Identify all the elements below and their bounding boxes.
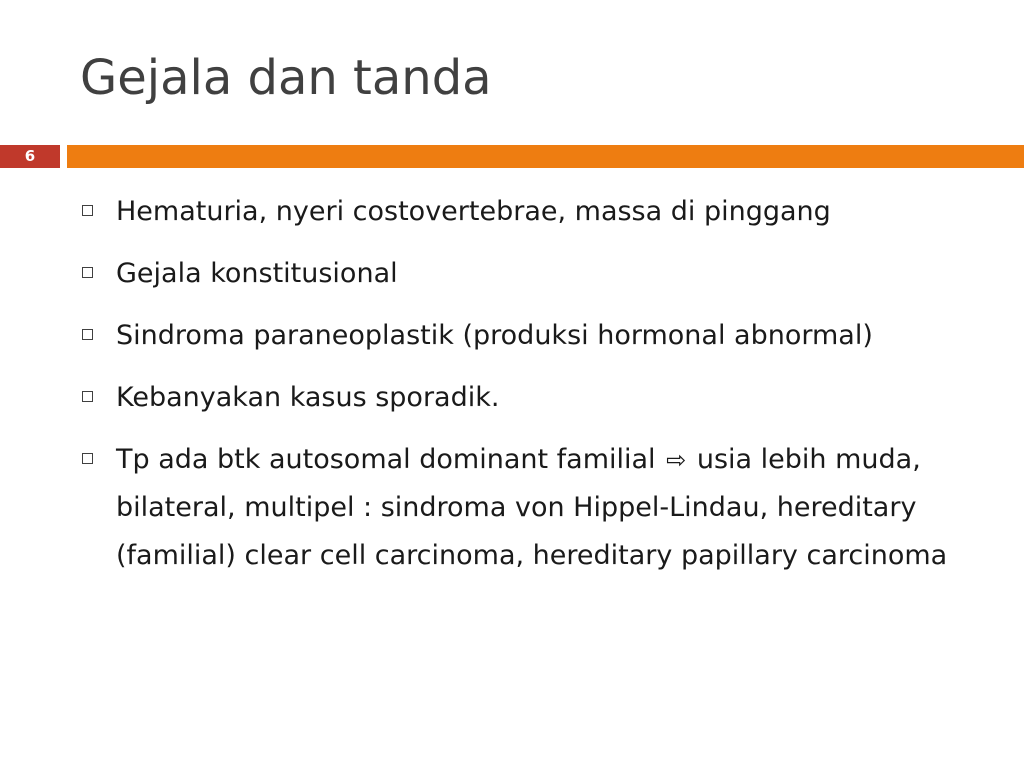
square-bullet-icon bbox=[82, 267, 93, 278]
bullet-item bbox=[82, 250, 962, 298]
bullet-item bbox=[82, 312, 962, 360]
bullet-text: Hematuria, nyeri costovertebrae, massa di pinggang bbox=[116, 196, 831, 227]
right-arrow-icon: ⇨ bbox=[666, 446, 687, 474]
bullet-text-after-arrow: usia lebih muda, bilateral, multipel : sindroma von Hippel-Lindau, hereditary (familial) clear cell carcinoma, hereditary papillary carcinoma bbox=[116, 444, 948, 571]
bullet-item bbox=[82, 436, 962, 580]
bullet-text: Gejala konstitusional bbox=[116, 258, 398, 289]
bullet-list bbox=[82, 188, 962, 594]
square-bullet-icon bbox=[82, 205, 93, 216]
bullet-text: Kebanyakan kasus sporadik. bbox=[116, 382, 500, 413]
bullet-text-before-arrow: Tp ada btk autosomal dominant familial bbox=[116, 444, 656, 475]
square-bullet-icon bbox=[82, 391, 93, 402]
bullet-item bbox=[82, 188, 962, 236]
bullet-text: Sindroma paraneoplastik (produksi hormonal abnormal) bbox=[116, 320, 873, 351]
bullet-item bbox=[82, 374, 962, 422]
slide-title: Gejala dan tanda bbox=[80, 50, 492, 106]
slide-number-badge: 6 bbox=[0, 145, 60, 168]
square-bullet-icon bbox=[82, 329, 93, 340]
title-divider-bar bbox=[67, 145, 1024, 168]
square-bullet-icon bbox=[82, 453, 93, 464]
